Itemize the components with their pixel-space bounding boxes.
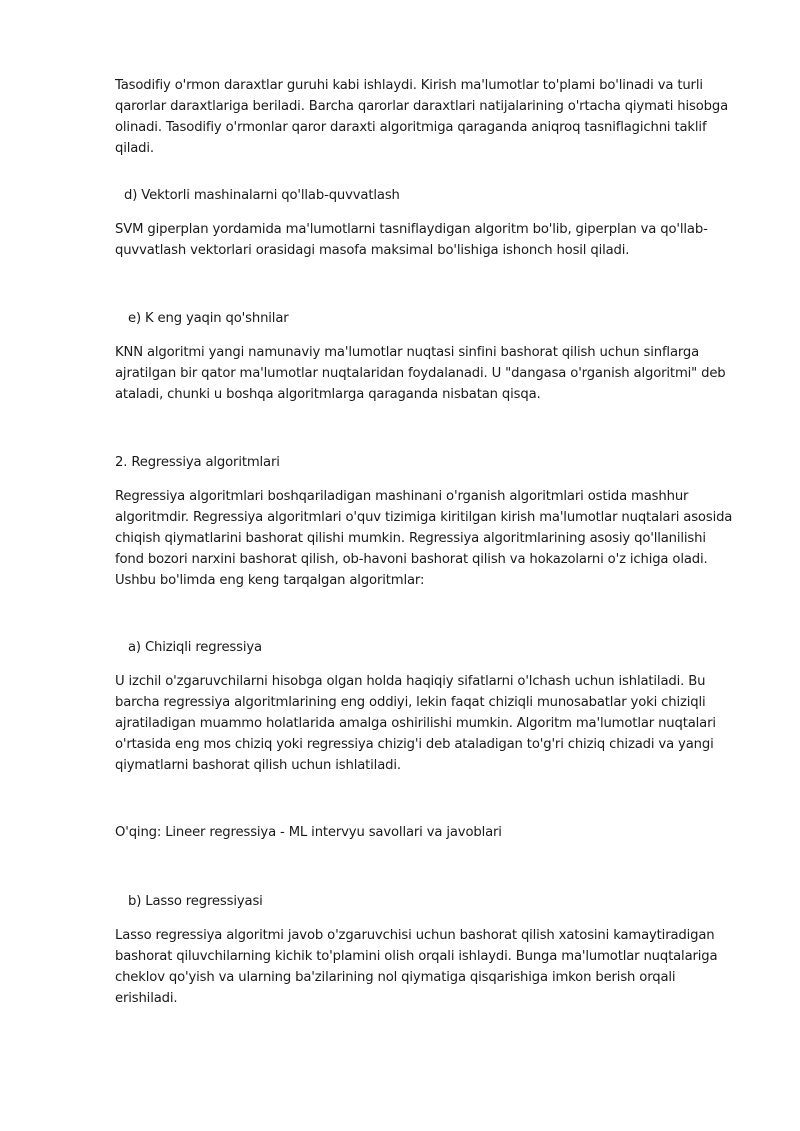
heading-linear-regression: a) Chiziqli regressiya <box>128 640 262 655</box>
paragraph-random-forest: Tasodifiy o'rmon daraxtlar guruhi kabi ishlaydi. Kirish ma'lumotlar to'plami bo'linadi va turli qarorlar daraxtlariga beriladi. Barcha qarorlar daraxtlari natijalarining o'rtacha qiymati hisobga olinadi. Tasodifiy o'rmonlar qaror daraxti algoritmiga qaraganda aniqroq tasniflagichni taklif qiladi. <box>115 78 729 156</box>
heading-lasso-regression: b) Lasso regressiyasi <box>128 894 263 909</box>
paragraph-linear-regression: U izchil o'zgaruvchilarni hisobga olgan holda haqiqiy sifatlarni o'lchash uchun ishlatiladi. Bu barcha regressiya algoritmlarining eng oddiyi, lekin faqat chiziqli munosabatlar yoki chiziqli ajratiladigan muammo holatlarida amalga oshirilishi mumkin. Algoritm ma'lumotlar nuqtalari o'rtasida eng mos chiziq yoki regressiya chizig'i deb ataladigan to'g'ri chiziq chizadi va yangi qiymatlarni bashorat qilish uchun ishlatiladi. <box>115 674 716 773</box>
read-also-link[interactable]: O'qing: Lineer regressiya - ML intervyu savollari va javoblari <box>115 825 502 840</box>
heading-svm: d) Vektorli mashinalarni qo'llab-quvvatlash <box>124 188 400 203</box>
paragraph-regression: Regressiya algoritmlari boshqariladigan mashinani o'rganish algoritmlari ostida mashhur algoritmdir. Regressiya algoritmlari o'quv tizimiga kiritilgan kirish ma'lumotlar nuqtalari asosida chiqish qiymatlarini bashorat qilishi mumkin. Regressiya algoritmlarining asosiy qo'llanilishi fond bozori narxini bashorat qilish, ob-havoni bashorat qilish va hokazolarni o'z ichiga oladi. Ushbu bo'limda eng keng tarqalgan algoritmlar: <box>115 489 733 588</box>
paragraph-knn: KNN algoritmi yangi namunaviy ma'lumotlar nuqtasi sinfini bashorat qilish uchun sinflarga ajratilgan bir qator ma'lumotlar nuqtalaridan foydalanadi. U "dangasa o'rganish algoritmi" deb ataladi, chunki u boshqa algoritmlarga qaraganda nisbatan qisqa. <box>115 345 726 402</box>
paragraph-svm: SVM giperplan yordamida ma'lumotlarni tasniflaydigan algoritm bo'lib, giperplan va qo'llab-quvvatlash vektorlari orasidagi masofa maksimal bo'lishiga ishonch hosil qiladi. <box>115 222 708 258</box>
heading-knn: e) K eng yaqin qo'shnilar <box>128 311 289 326</box>
heading-regression: 2. Regressiya algoritmlari <box>115 455 280 470</box>
paragraph-lasso-regression: Lasso regressiya algoritmi javob o'zgaruvchisi uchun bashorat qilish xatosini kamaytiradigan bashorat qiluvchilarning kichik to'plamini olish orqali ishlaydi. Bunga ma'lumotlar nuqtalariga cheklov qo'yish va ularning ba'zilarining nol qiymatiga qisqarishiga imkon berish orqali erishiladi. <box>115 928 718 1006</box>
